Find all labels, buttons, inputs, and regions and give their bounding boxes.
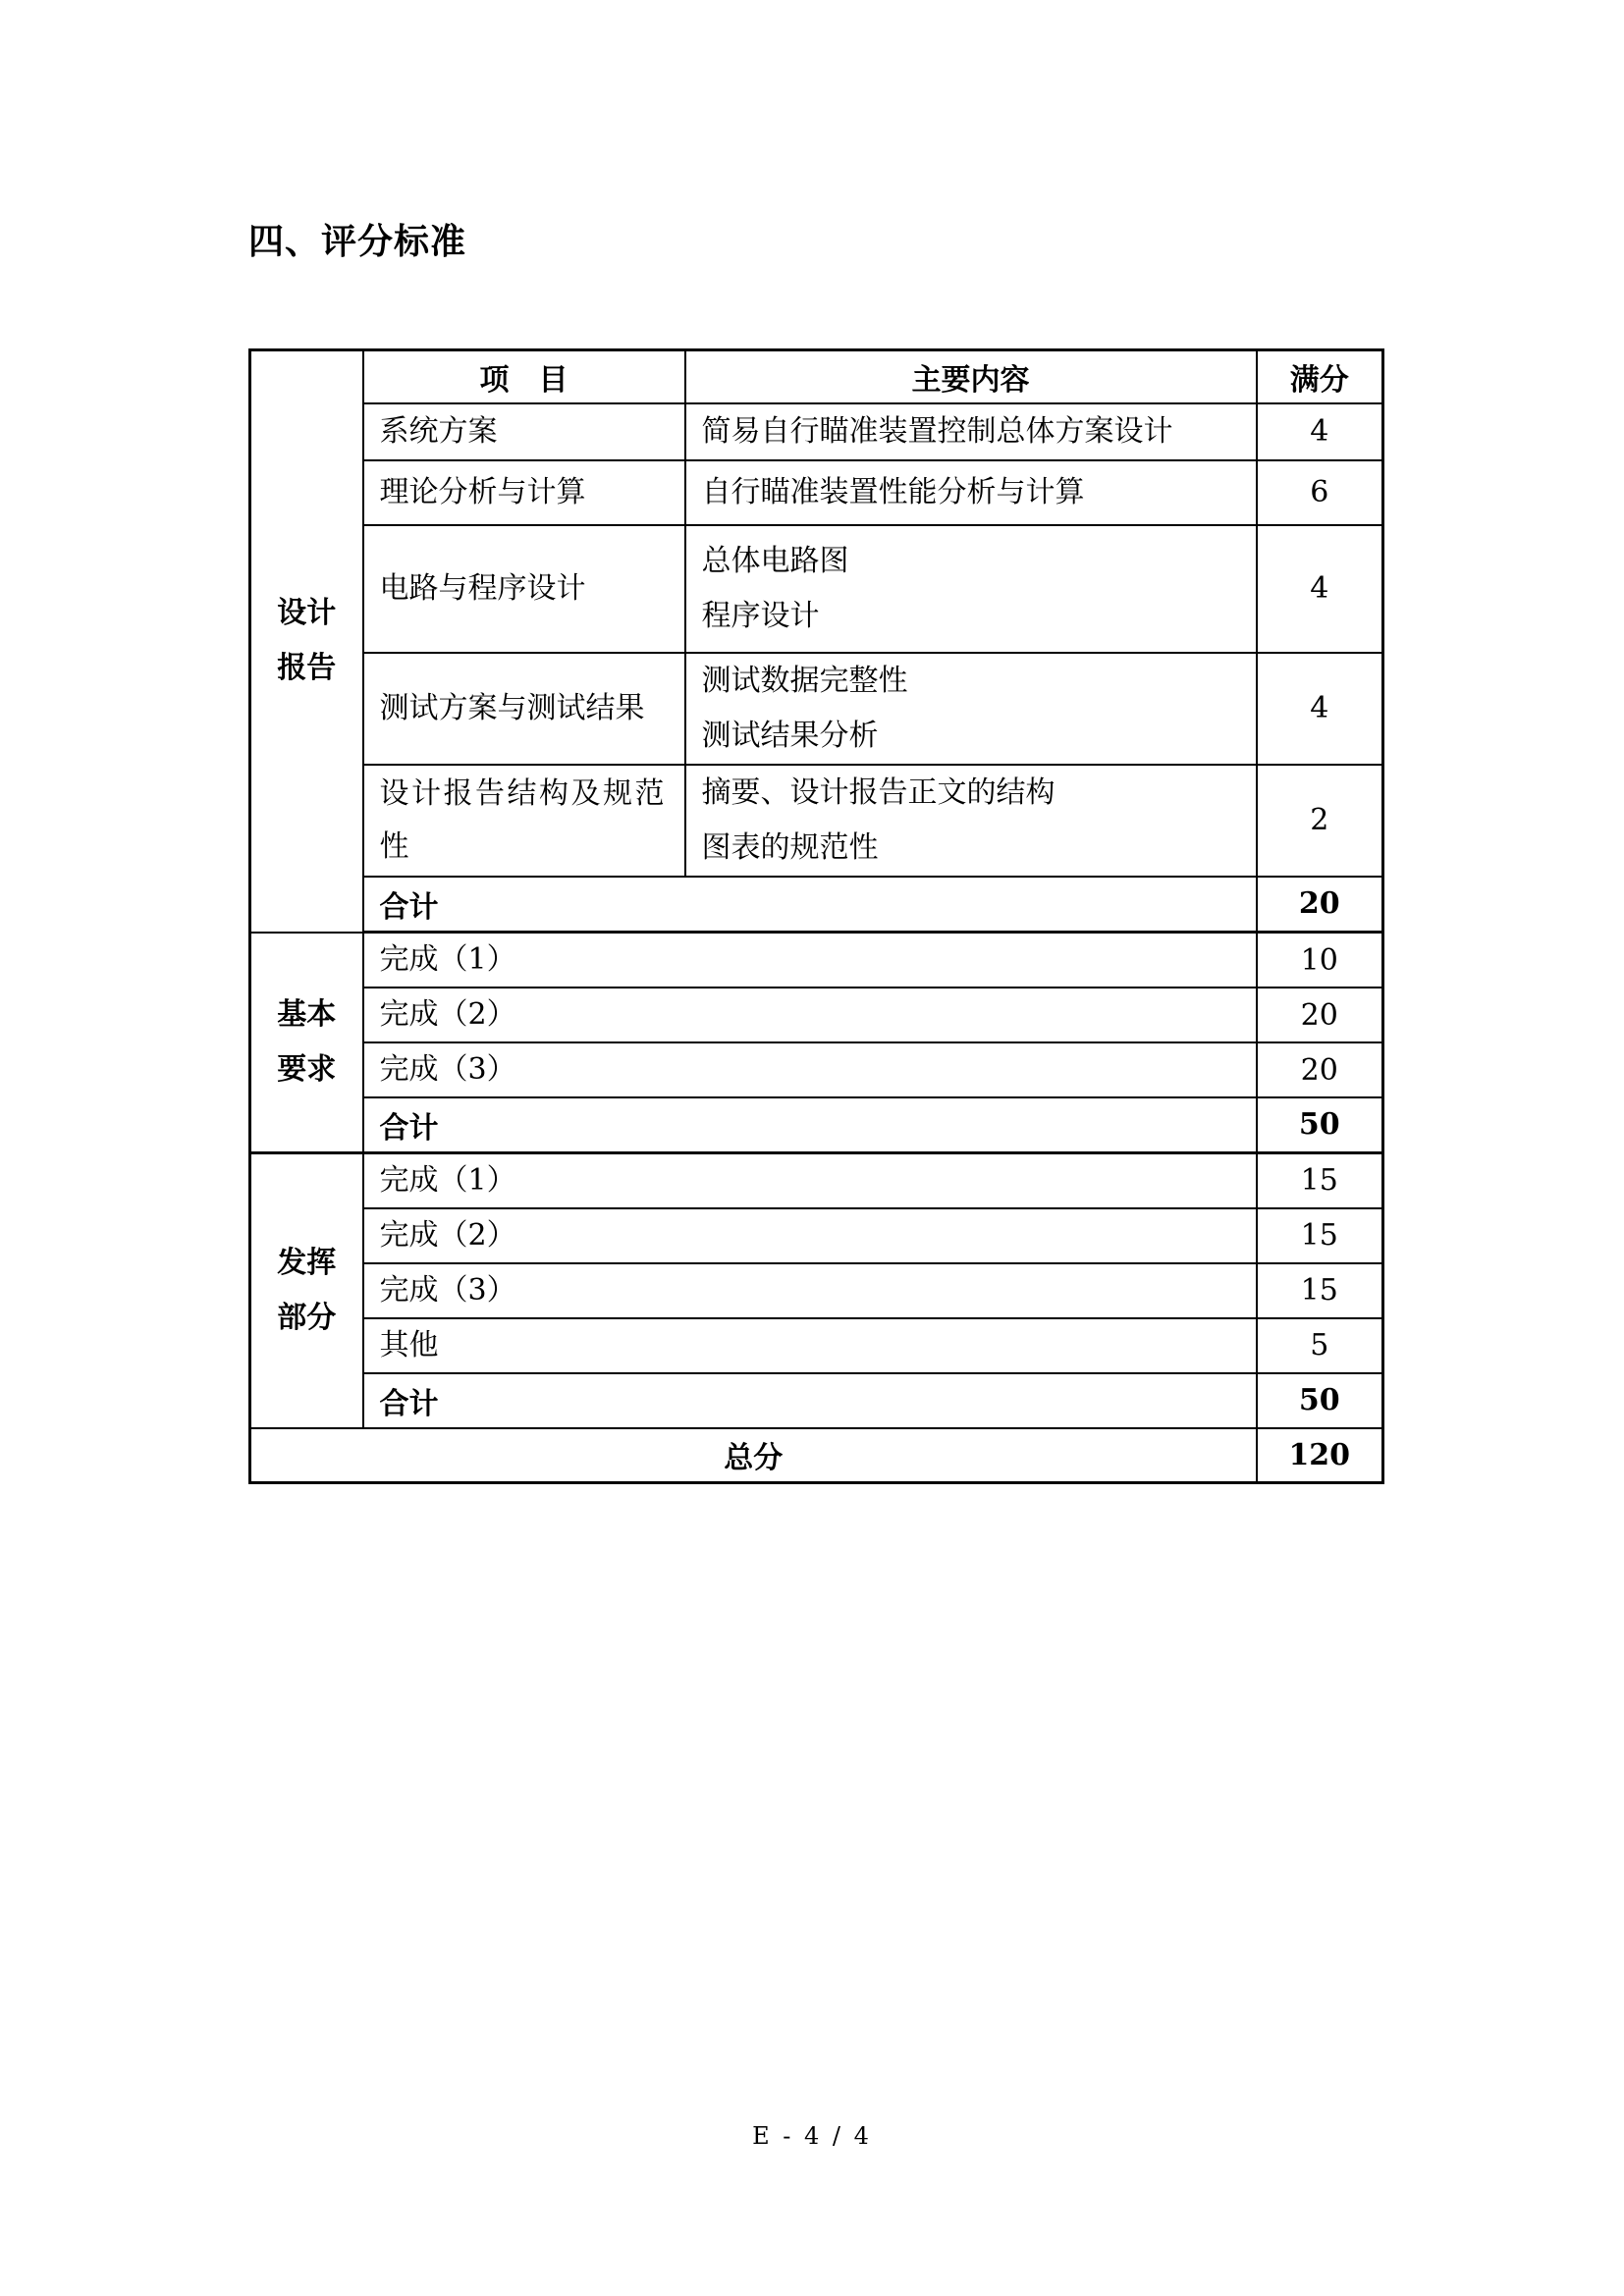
header-item: 项 目 [363,350,685,403]
row-content-line: 测试结果分析 [701,718,879,753]
table-row [250,988,1383,1042]
table-header-row [250,350,1383,403]
header-score: 满分 [1257,350,1383,403]
subtotal-label: 合计 [363,1373,1257,1428]
row-score: 5 [1257,1318,1383,1373]
row-item [363,765,685,877]
row-item: 完成（3） [363,1263,1257,1318]
row-item: 完成（2） [363,988,1257,1042]
subtotal-score: 50 [1257,1373,1383,1428]
subtotal-label: 合计 [363,1097,1257,1152]
row-score: 6 [1257,460,1383,525]
row-score: 4 [1257,525,1383,653]
subtotal-label: 合计 [363,877,1257,933]
row-content: 自行瞄准装置性能分析与计算 [685,460,1257,525]
row-content [685,525,1257,653]
header-content: 主要内容 [685,350,1257,403]
row-content [685,653,1257,765]
row-score: 4 [1257,653,1383,765]
row-content-line: 摘要、设计报告正文的结构 [701,774,1056,810]
total-row [250,1428,1383,1483]
row-content-line: 程序设计 [701,598,820,633]
category-basic [250,933,363,1153]
row-item: 完成（1） [363,933,1257,988]
row-score: 15 [1257,1152,1383,1208]
subtotal-score: 50 [1257,1097,1383,1152]
row-score: 15 [1257,1263,1383,1318]
row-item: 其他 [363,1318,1257,1373]
table-row [250,1208,1383,1263]
page-footer: E - 4 / 4 [752,2122,872,2150]
table-row [250,653,1383,765]
category-basic-label: 基本要求 [277,996,337,1087]
category-extended-label: 发挥部分 [277,1245,337,1335]
table-row [250,525,1383,653]
row-item: 完成（1） [363,1152,1257,1208]
total-score: 120 [1257,1428,1383,1483]
total-label: 总分 [250,1428,1257,1483]
row-content-line: 图表的规范性 [701,829,879,865]
row-item: 电路与程序设计 [363,525,685,653]
category-design-label: 设计报告 [277,596,337,686]
row-score: 15 [1257,1208,1383,1263]
row-content [685,765,1257,877]
section-title: 四、评分标准 [248,222,467,262]
row-score: 20 [1257,1042,1383,1097]
table-row [250,1152,1383,1208]
subtotal-row [250,1097,1383,1152]
subtotal-row [250,1373,1383,1428]
category-design [250,350,363,933]
subtotal-score: 20 [1257,877,1383,933]
row-content-line: 测试数据完整性 [701,663,908,698]
table-row [250,460,1383,525]
row-item: 系统方案 [363,403,685,460]
row-item-text: 设计报告结构及规范性 [379,775,665,864]
table-row [250,765,1383,877]
row-score: 2 [1257,765,1383,877]
table-row [250,933,1383,988]
row-content: 简易自行瞄准装置控制总体方案设计 [685,403,1257,460]
row-content-line: 总体电路图 [701,543,849,578]
scoring-table [248,348,1384,1484]
table-row [250,1042,1383,1097]
table-row [250,403,1383,460]
table-row [250,1263,1383,1318]
row-item-text: 测试方案与测试结果 [379,690,645,725]
category-extended [250,1152,363,1428]
row-score: 10 [1257,933,1383,988]
row-item [363,653,685,765]
subtotal-row [250,877,1383,933]
row-item: 理论分析与计算 [363,460,685,525]
row-score: 4 [1257,403,1383,460]
table-row [250,1318,1383,1373]
row-item: 完成（3） [363,1042,1257,1097]
row-item: 完成（2） [363,1208,1257,1263]
row-score: 20 [1257,988,1383,1042]
